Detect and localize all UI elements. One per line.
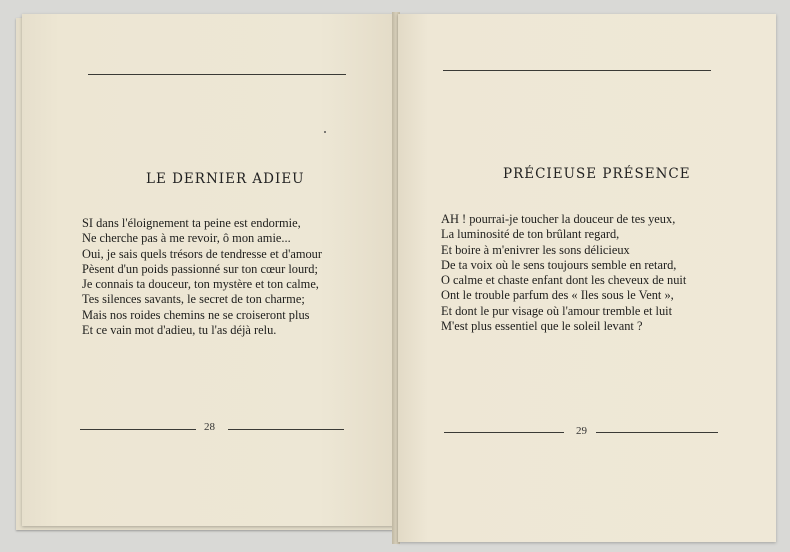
poem-line: O calme et chaste enfant dont les cheveux de nuit xyxy=(441,273,687,288)
poem-line: Ont le trouble parfum des « Iles sous le Vent », xyxy=(441,288,674,303)
right-top-rule xyxy=(443,70,711,71)
right-poem-text xyxy=(441,212,686,334)
right-bottom-rule-b xyxy=(596,432,718,433)
poem-line: AH ! pourrai-je toucher la douceur de tes yeux, xyxy=(441,212,676,226)
poem-line: Mais nos roides chemins ne se croiseront plus xyxy=(82,307,310,322)
poem-line: Pèsent d'un poids passionné sur ton cœur lourd; xyxy=(82,261,318,276)
left-top-rule xyxy=(88,74,346,75)
poem-line: SI dans l'éloignement ta peine est endormie, xyxy=(82,216,301,230)
poem-line: Et ce vain mot d'adieu, tu l'as déjà relu. xyxy=(82,323,277,338)
left-page-number: 28 xyxy=(204,421,215,433)
poem-line: Tes silences savants, le secret de ton charme; xyxy=(82,292,305,307)
poem-line: M'est plus essentiel que le soleil levant ? xyxy=(441,319,643,334)
poem-line: Et dont le pur visage où l'amour tremble et luit xyxy=(441,303,673,318)
poem-line: La luminosité de ton brûlant regard, xyxy=(441,227,620,242)
poem-line: Oui, je sais quels trésors de tendresse et d'amour xyxy=(82,246,323,261)
right-poem-title: PRÉCIEUSE PRÉSENCE xyxy=(503,166,691,182)
poem-line: Et boire à m'enivrer les sons délicieux xyxy=(441,242,630,257)
left-poem-text xyxy=(82,216,322,338)
left-bottom-rule-b xyxy=(228,429,344,430)
left-bottom-rule-a xyxy=(80,429,196,430)
paper-speck xyxy=(324,131,326,133)
poem-line: Ne cherche pas à me revoir, ô mon amie... xyxy=(82,231,291,246)
poem-line: Je connais ta douceur, ton mystère et ton calme, xyxy=(82,277,319,292)
poem-line: De ta voix où le sens toujours semble en retard, xyxy=(441,257,677,272)
left-poem-title: LE DERNIER ADIEU xyxy=(146,171,305,187)
right-bottom-rule-a xyxy=(444,432,564,433)
right-page-number: 29 xyxy=(576,425,587,437)
